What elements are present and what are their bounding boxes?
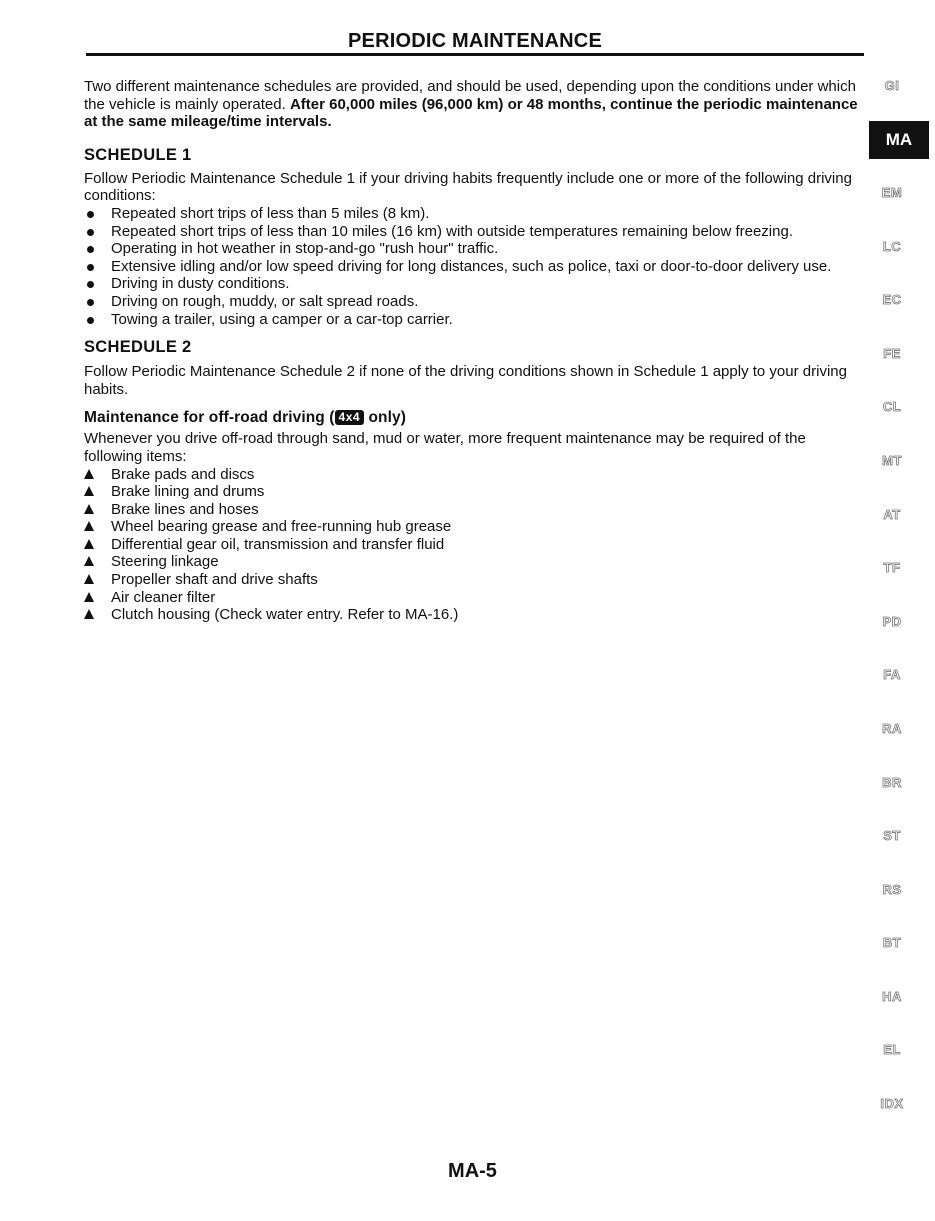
document-body (84, 78, 866, 624)
section-tab-idx[interactable]: IDX (880, 1096, 904, 1111)
schedule2-heading: SCHEDULE 2 (84, 338, 192, 357)
bullet-icon (87, 246, 94, 253)
bullet-icon (87, 299, 94, 306)
offroad-heading (84, 408, 866, 428)
list-item-text: Extensive idling and/or low speed driving for long distances, such as police, taxi or door-to-door delivery use. (111, 257, 832, 275)
section-tab-rs[interactable]: RS (882, 882, 902, 897)
triangle-bullet-icon (84, 609, 94, 619)
list-item (84, 553, 866, 571)
section-tab-mt[interactable]: MT (882, 453, 902, 468)
schedule1-list (84, 205, 866, 328)
list-item-text: Wheel bearing grease and free-running hub grease (111, 518, 452, 536)
triangle-bullet-icon (84, 521, 94, 531)
triangle-bullet-icon (84, 504, 94, 514)
section-tab-cl[interactable]: CL (882, 399, 902, 414)
intro-paragraph (84, 78, 866, 131)
list-item (84, 589, 866, 607)
triangle-bullet-icon (84, 556, 94, 566)
list-item-text: Towing a trailer, using a camper or a car-top carrier. (111, 310, 453, 328)
list-item-text: Repeated short trips of less than 10 miles (16 km) with outside temperatures remaining below freezing. (111, 222, 793, 240)
list-item (84, 293, 866, 311)
triangle-bullet-icon (84, 486, 94, 496)
bullet-icon (87, 281, 94, 288)
list-item (84, 275, 866, 293)
bullet-icon (87, 264, 94, 271)
list-item (84, 518, 866, 536)
list-item-text: Repeated short trips of less than 5 miles (8 km). (111, 204, 430, 222)
page-title: PERIODIC MAINTENANCE (347, 30, 602, 52)
section-tab-ec[interactable]: EC (882, 292, 902, 307)
offroad-list (84, 466, 866, 624)
section-tab-pd[interactable]: PD (882, 614, 902, 629)
list-item-text: Brake lines and hoses (111, 500, 259, 518)
section-tab-gi[interactable]: GI (884, 78, 900, 93)
section-tab-at[interactable]: AT (883, 507, 901, 522)
section-tab-el[interactable]: EL (883, 1042, 901, 1057)
list-item-text: Operating in hot weather in stop-and-go "rush hour" traffic. (111, 240, 499, 258)
section-tab-br[interactable]: BR (882, 775, 902, 790)
list-item (84, 536, 866, 554)
schedule2-text: Follow Periodic Maintenance Schedule 2 if none of the driving conditions shown in Schedule 1 apply to your driving habits. (84, 363, 847, 398)
list-item (84, 205, 866, 223)
bullet-icon (87, 229, 94, 236)
schedule1-text: Follow Periodic Maintenance Schedule 1 if your driving habits frequently include one or more of the following driving conditions: (84, 169, 852, 205)
offroad-heading-suffix: only) (364, 409, 407, 427)
section-tab-fa[interactable]: FA (883, 667, 901, 682)
4x4-badge-icon: 4x4 (335, 410, 365, 425)
offroad-heading-prefix: Maintenance for off-road driving ( (84, 409, 335, 427)
list-item-text: Steering linkage (111, 553, 219, 571)
section-tab-active[interactable]: MA (869, 121, 929, 159)
section-tab-bt[interactable]: BT (882, 935, 902, 950)
list-item-text: Propeller shaft and drive shafts (111, 571, 318, 589)
list-item (84, 466, 866, 484)
list-item (84, 483, 866, 501)
list-item-text: Driving on rough, muddy, or salt spread roads. (111, 292, 419, 310)
list-item (84, 311, 866, 329)
list-item (84, 606, 866, 624)
title-rule (86, 53, 864, 56)
list-item (84, 223, 866, 241)
bullet-icon (87, 211, 94, 218)
section-tab-ra[interactable]: RA (882, 721, 902, 736)
list-item-text: Clutch housing (Check water entry. Refer to MA-16.) (111, 606, 459, 624)
schedule1-heading: SCHEDULE 1 (84, 145, 192, 164)
bullet-icon (87, 317, 94, 324)
intro-bold-text: After 60,000 miles (96,000 km) or 48 months, continue the periodic maintenance at the same mileage/time intervals. (84, 95, 858, 131)
triangle-bullet-icon (84, 469, 94, 479)
list-item (84, 258, 866, 276)
section-tab-lc[interactable]: LC (882, 239, 902, 254)
section-tab-em[interactable]: EM (881, 185, 903, 200)
list-item (84, 240, 866, 258)
list-item-text: Brake pads and discs (111, 465, 255, 483)
list-item-text: Driving in dusty conditions. (111, 275, 290, 293)
triangle-bullet-icon (84, 539, 94, 549)
triangle-bullet-icon (84, 592, 94, 602)
list-item (84, 571, 866, 589)
section-tab-tf[interactable]: TF (883, 560, 901, 575)
list-item-text: Air cleaner filter (111, 588, 216, 606)
section-tab-ha[interactable]: HA (882, 989, 902, 1004)
triangle-bullet-icon (84, 574, 94, 584)
page-number: MA-5 (448, 1160, 497, 1182)
list-item-text: Differential gear oil, transmission and transfer fluid (111, 535, 445, 553)
intro-text: Two different maintenance schedules are provided, and should be used, depending upon the conditions under which the vehicle is mainly operated. (84, 78, 856, 113)
section-tab-st[interactable]: ST (883, 828, 901, 843)
list-item (84, 501, 866, 519)
offroad-text: Whenever you drive off-road through sand, mud or water, more frequent maintenance may be required of the following items: (84, 430, 806, 465)
list-item-text: Brake lining and drums (111, 483, 265, 501)
section-tab-fe[interactable]: FE (883, 346, 901, 361)
